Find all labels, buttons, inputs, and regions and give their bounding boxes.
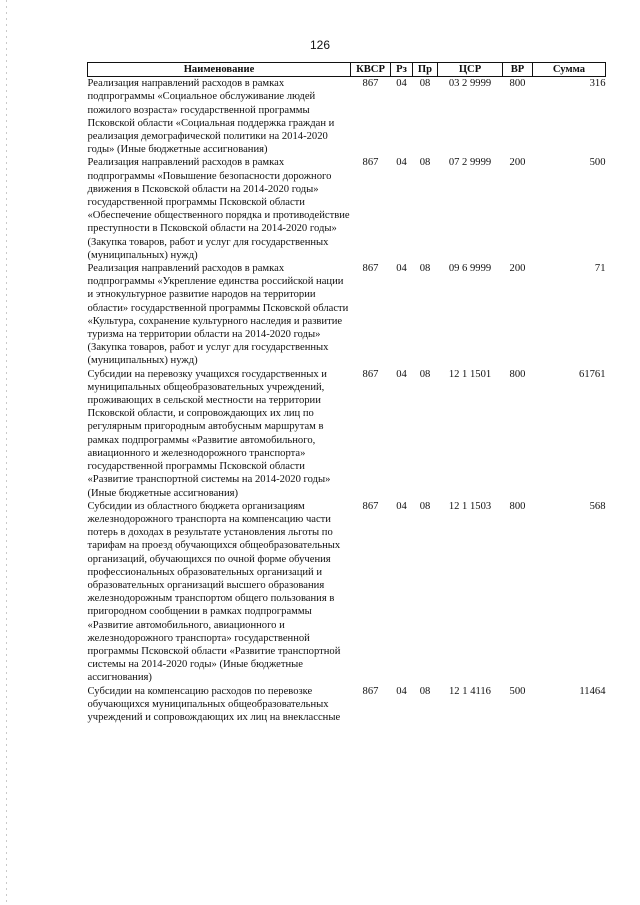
row-rz: 04 bbox=[396, 368, 407, 380]
row-rz: 04 bbox=[396, 685, 407, 697]
header-sum: Сумма bbox=[533, 63, 606, 77]
row-name: Реализация направлений расходов в рамках подпрограммы «Социальное обслуживание людей пожилого возраста» государственной программы Псковской области «Социальная поддержка граждан и реализация демографической политики на 2014-2020 годы» (Иные бюджетные ассигнования) bbox=[87, 78, 335, 156]
row-kvsr: 867 bbox=[362, 78, 379, 90]
table-row bbox=[88, 262, 606, 368]
row-vr: 800 bbox=[509, 368, 526, 380]
row-pr: 08 bbox=[419, 78, 431, 90]
row-sum: 61761 bbox=[579, 368, 606, 380]
table-row bbox=[88, 156, 606, 262]
row-name: Субсидии на перевозку учащихся государственных и муниципальных общеобразовательных учреждений, проживающих в сельской местности на территории Псковской области, и сопровождающих их лиц по регулярным пригородным автобусным маршрутам в рамках подпрограммы «Развитие автомобильного, авиационного и железнодорожного транспорта» государственной программы Псковской области «Развитие транспортной системы на 2014-2020 годы» (Иные бюджетные ассигнования) bbox=[87, 368, 331, 499]
row-name: Реализация направлений расходов в рамках подпрограммы «Укрепление единства российской нации и этнокультурное развитие народов на территории области» государственной программы Псковской области «Культура, сохранение культурного наследия и развитие туризма на территории области на 2014-2020 годы» (Закупка товаров, работ и услуг для государственных (муниципальных) нужд) bbox=[87, 263, 349, 367]
row-vr: 200 bbox=[509, 157, 526, 169]
row-pr: 08 bbox=[419, 685, 431, 697]
row-csr: 12 1 1503 bbox=[448, 500, 492, 512]
row-sum: 316 bbox=[589, 78, 606, 90]
header-rz: Рз bbox=[391, 63, 413, 77]
row-rz: 04 bbox=[396, 263, 407, 275]
row-sum: 500 bbox=[589, 157, 606, 169]
row-vr: 200 bbox=[509, 263, 526, 275]
page-number: 126 bbox=[309, 38, 331, 52]
row-kvsr: 867 bbox=[362, 368, 379, 380]
row-pr: 08 bbox=[419, 157, 431, 169]
table-header-row bbox=[88, 63, 606, 77]
row-csr: 09 6 9999 bbox=[448, 263, 492, 275]
row-sum: 568 bbox=[589, 500, 606, 512]
table-row bbox=[88, 368, 606, 500]
table-row bbox=[88, 500, 606, 685]
table-row bbox=[88, 685, 606, 725]
row-name: Субсидии из областного бюджета организациям железнодорожного транспорта на компенсацию части потерь в доходах в результате установления льготы по тарифам на проезд обучающихся общеобразовательных организаций, обучающихся по очной форме обучения профессиональных образовательных организаций и образовательных организаций высшего образования железнодорожным транспортом общего пользования в пригородном сообщении в рамках подпрограммы «Развитие автомобильного, авиационного и железнодорожного транспорта» государственной программы Псковской области «Развитие транспортной системы на 2014-2020 годы» (Иные бюджетные ассигнования) bbox=[87, 500, 341, 684]
row-sum: 71 bbox=[594, 263, 606, 275]
row-kvsr: 867 bbox=[362, 500, 379, 512]
row-pr: 08 bbox=[419, 500, 431, 512]
scan-edge-line bbox=[6, 0, 7, 905]
row-csr: 12 1 1501 bbox=[448, 368, 492, 380]
row-pr: 08 bbox=[419, 368, 431, 380]
row-vr: 800 bbox=[509, 78, 526, 90]
row-pr: 08 bbox=[419, 263, 431, 275]
row-rz: 04 bbox=[396, 500, 407, 512]
row-name: Субсидии на компенсацию расходов по перевозке обучающихся муниципальных общеобразовательных учреждений и сопровождающих их лиц на внеклассные bbox=[87, 685, 341, 723]
row-vr: 800 bbox=[509, 500, 526, 512]
row-csr: 12 1 4116 bbox=[449, 685, 491, 697]
row-csr: 07 2 9999 bbox=[448, 157, 492, 169]
row-kvsr: 867 bbox=[362, 157, 379, 169]
header-vr: ВР bbox=[503, 63, 533, 77]
table-row bbox=[88, 77, 606, 157]
header-csr: ЦСР bbox=[438, 63, 503, 77]
row-csr: 03 2 9999 bbox=[448, 78, 492, 90]
row-rz: 04 bbox=[396, 78, 407, 90]
row-kvsr: 867 bbox=[362, 685, 379, 697]
header-name: Наименование bbox=[88, 63, 351, 77]
row-rz: 04 bbox=[396, 157, 407, 169]
row-name: Реализация направлений расходов в рамках подпрограммы «Повышение безопасности дорожного движения в Псковской области на 2014-2020 годы» государственной программы Псковской области «Обеспечение общественного порядка и противодействие преступности в Псковской области на 2014-2020 годы» (Закупка товаров, работ и услуг для государственных (муниципальных) нужд) bbox=[87, 157, 350, 261]
header-kvsr: КВСР bbox=[351, 63, 391, 77]
budget-table bbox=[87, 62, 606, 724]
row-sum: 11464 bbox=[579, 685, 606, 697]
row-vr: 500 bbox=[509, 685, 526, 697]
row-kvsr: 867 bbox=[362, 263, 379, 275]
header-pr: Пр bbox=[413, 63, 438, 77]
